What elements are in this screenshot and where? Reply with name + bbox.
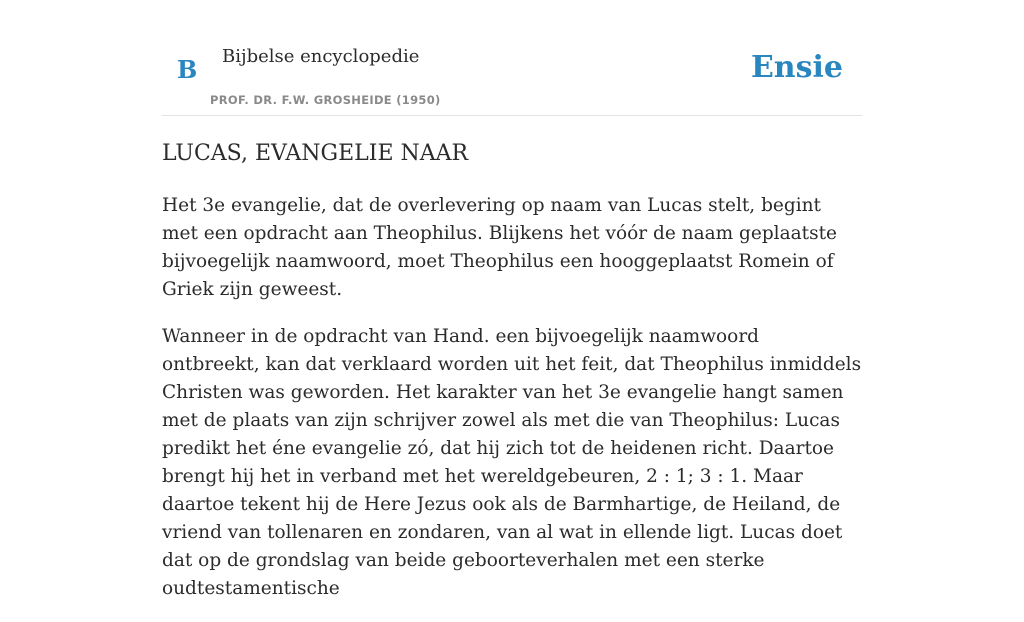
page (162, 0, 862, 599)
body-paragraph: Wanneer in de opdracht van Hand. een bijvoegelijk naamwoord ontbreekt, kan dat verklaard worden uit het feit, dat Theophilus inmiddels Christen was geworden. Het karakter van het 3e evangelie hangt samen met de plaats van zijn schrijver zowel als met die van Theophilus: Lucas predikt het éne evangelie zó, dat hij zich tot de heidenen richt. Daartoe brengt hij het in verband met het wereldgebeuren, 2 : 1; 3 : 1. Maar daartoe tekent hij de Here Jezus ook als de Barmhartige, de Heiland, de vriend van tollenaren en zondaren, van al wat in ellende ligt. Lucas doet dat op de grondslag van beide geboorteverhalen met een sterke oudtestamentische (162, 326, 862, 599)
header (162, 0, 862, 116)
entry-body (162, 192, 862, 622)
body-paragraph: Het 3e evangelie, dat de overlevering op naam van Lucas stelt, begint met een opdracht aan Theophilus. Blijkens het vóór de naam geplaatste bijvoegelijk naamwoord, moet Theophilus een hooggeplaatst Romein of Griek zijn geweest. (162, 195, 837, 300)
book-logo-icon[interactable]: B (177, 55, 198, 84)
entry-title: LUCAS, EVANGELIE NAAR (162, 141, 469, 166)
book-title[interactable]: Bijbelse encyclopedie (222, 46, 420, 67)
brand-logo[interactable]: Ensie (750, 50, 843, 85)
book-author: PROF. DR. F.W. GROSHEIDE (1950) (210, 93, 441, 107)
